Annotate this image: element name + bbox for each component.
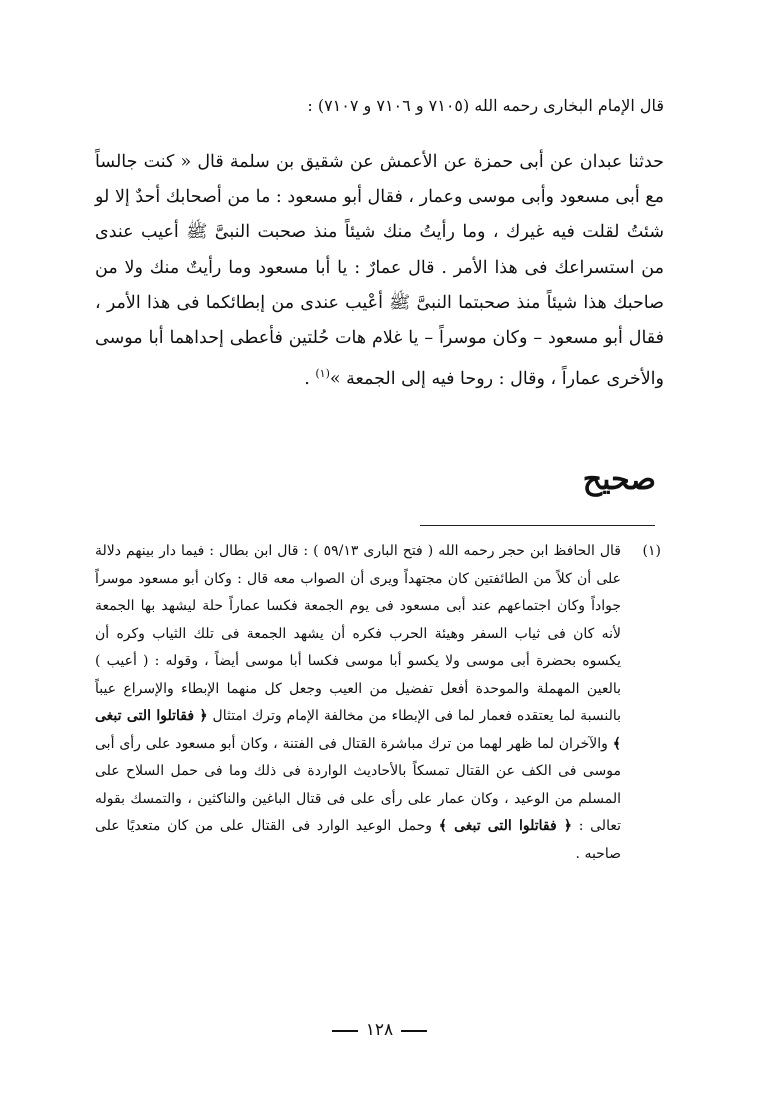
footnote-part-2: والآخران لما ظهر لهما من ترك مباشرة القتال فى الفتنة ، وكان أبو مسعود على رأى أبى موسى فى الكف عن القتال تمسكاً بالأحاديث الواردة فى ذلك وما فى حمل السلاح على المسلم من الوعيد ، وكان عمار على رأى على فى قتال الباغين والناكثين ، والتمسك بقوله تعالى :: [95, 735, 621, 834]
footnote-part-1: قال الحافظ ابن حجر رحمه الله ( فتح البارى ٥٩/١٣ ) : قال ابن بطال : فيما دار بينهم دلالة على أن كلاً من الطائفتين كان مجتهداً ويرى أن الصواب معه قال : وكان أبو مسعود موسراً جواداً وكان اجتماعهم عند أبى مسعود فى يوم الجمعة فكسا عماراً حلة ليشهد بها الجمعة لأنه كان فى ثياب السفر وهيئة الحرب فكره أن يشهد الجمعة فى تلك الثياب وكره أن يكسوه بحضرة أبى موسى ولا يكسو أبا موسى فكسا أبا موسى أيضاً ، وقوله : ( أعيب ) بالعين المهملة والموحدة أفعل تفضيل من العيب وجعل كل منهما الإبطاء والإسراع عيباً بالنسبة لما يعتقده فعمار لما فى الإبطاء من مخالفة الإمام وترك امتثال: [95, 543, 622, 724]
quran-quote-2: ﴿ فقاتلوا التى تبغى ﴾: [438, 818, 572, 834]
footnote-reference[interactable]: (١): [315, 367, 330, 381]
page-number-dash-right: [332, 1030, 358, 1032]
footnote-text: [95, 538, 621, 868]
hadith-heading: قال الإمام البخارى رحمه الله (٧١٠٥ و ٧١٠٦ و ٧١٠٧) :: [307, 96, 664, 115]
hadith-text: [95, 145, 664, 397]
footnote-part-3: وحمل الوعيد الوارد فى القتال على من كان متعديًا على صاحبه .: [95, 818, 621, 862]
page-number: [0, 1020, 759, 1040]
hadith-body: حدثنا عبدان عن أبى حمزة عن الأعمش عن شقيق بن سلمة قال « كنت جالساً مع أبى مسعود وأبى موسى وعمار ، فقال أبو مسعود : ما من أصحابك أحدٌ إلا لو شئتُ لقلت فيه غيرك ، وما رأيتُ منك شيئاً منذ صحبت النبىَّ ﷺ أعيب عندى من استسراعك فى هذا الأمر . قال عمارٌ : يا أبا مسعود وما رأيتٌ منك ولا من صاحبك هذا شيئاً منذ صحبتما النبىَّ ﷺ أعْيب عندى من إبطائكما فى هذا الأمر ، فقال أبو مسعود – وكان موسراً – يا غلام هات حُلتين فأعطى إحداهما أبا موسى والأخرى عماراً ، وقال : روحا فيه إلى الجمعة »: [95, 152, 664, 390]
page-number-value: ١٢٨: [365, 1020, 394, 1040]
grade-label: صحيح: [582, 462, 656, 497]
footnote: [95, 538, 661, 868]
quran-quote-1: ﴿ فقاتلوا التى تبغى ﴾: [95, 708, 621, 752]
footnote-divider: [420, 525, 655, 526]
page-number-dash-left: [401, 1030, 427, 1032]
hadith-end: .: [304, 369, 316, 390]
footnote-number: (١): [642, 543, 661, 559]
